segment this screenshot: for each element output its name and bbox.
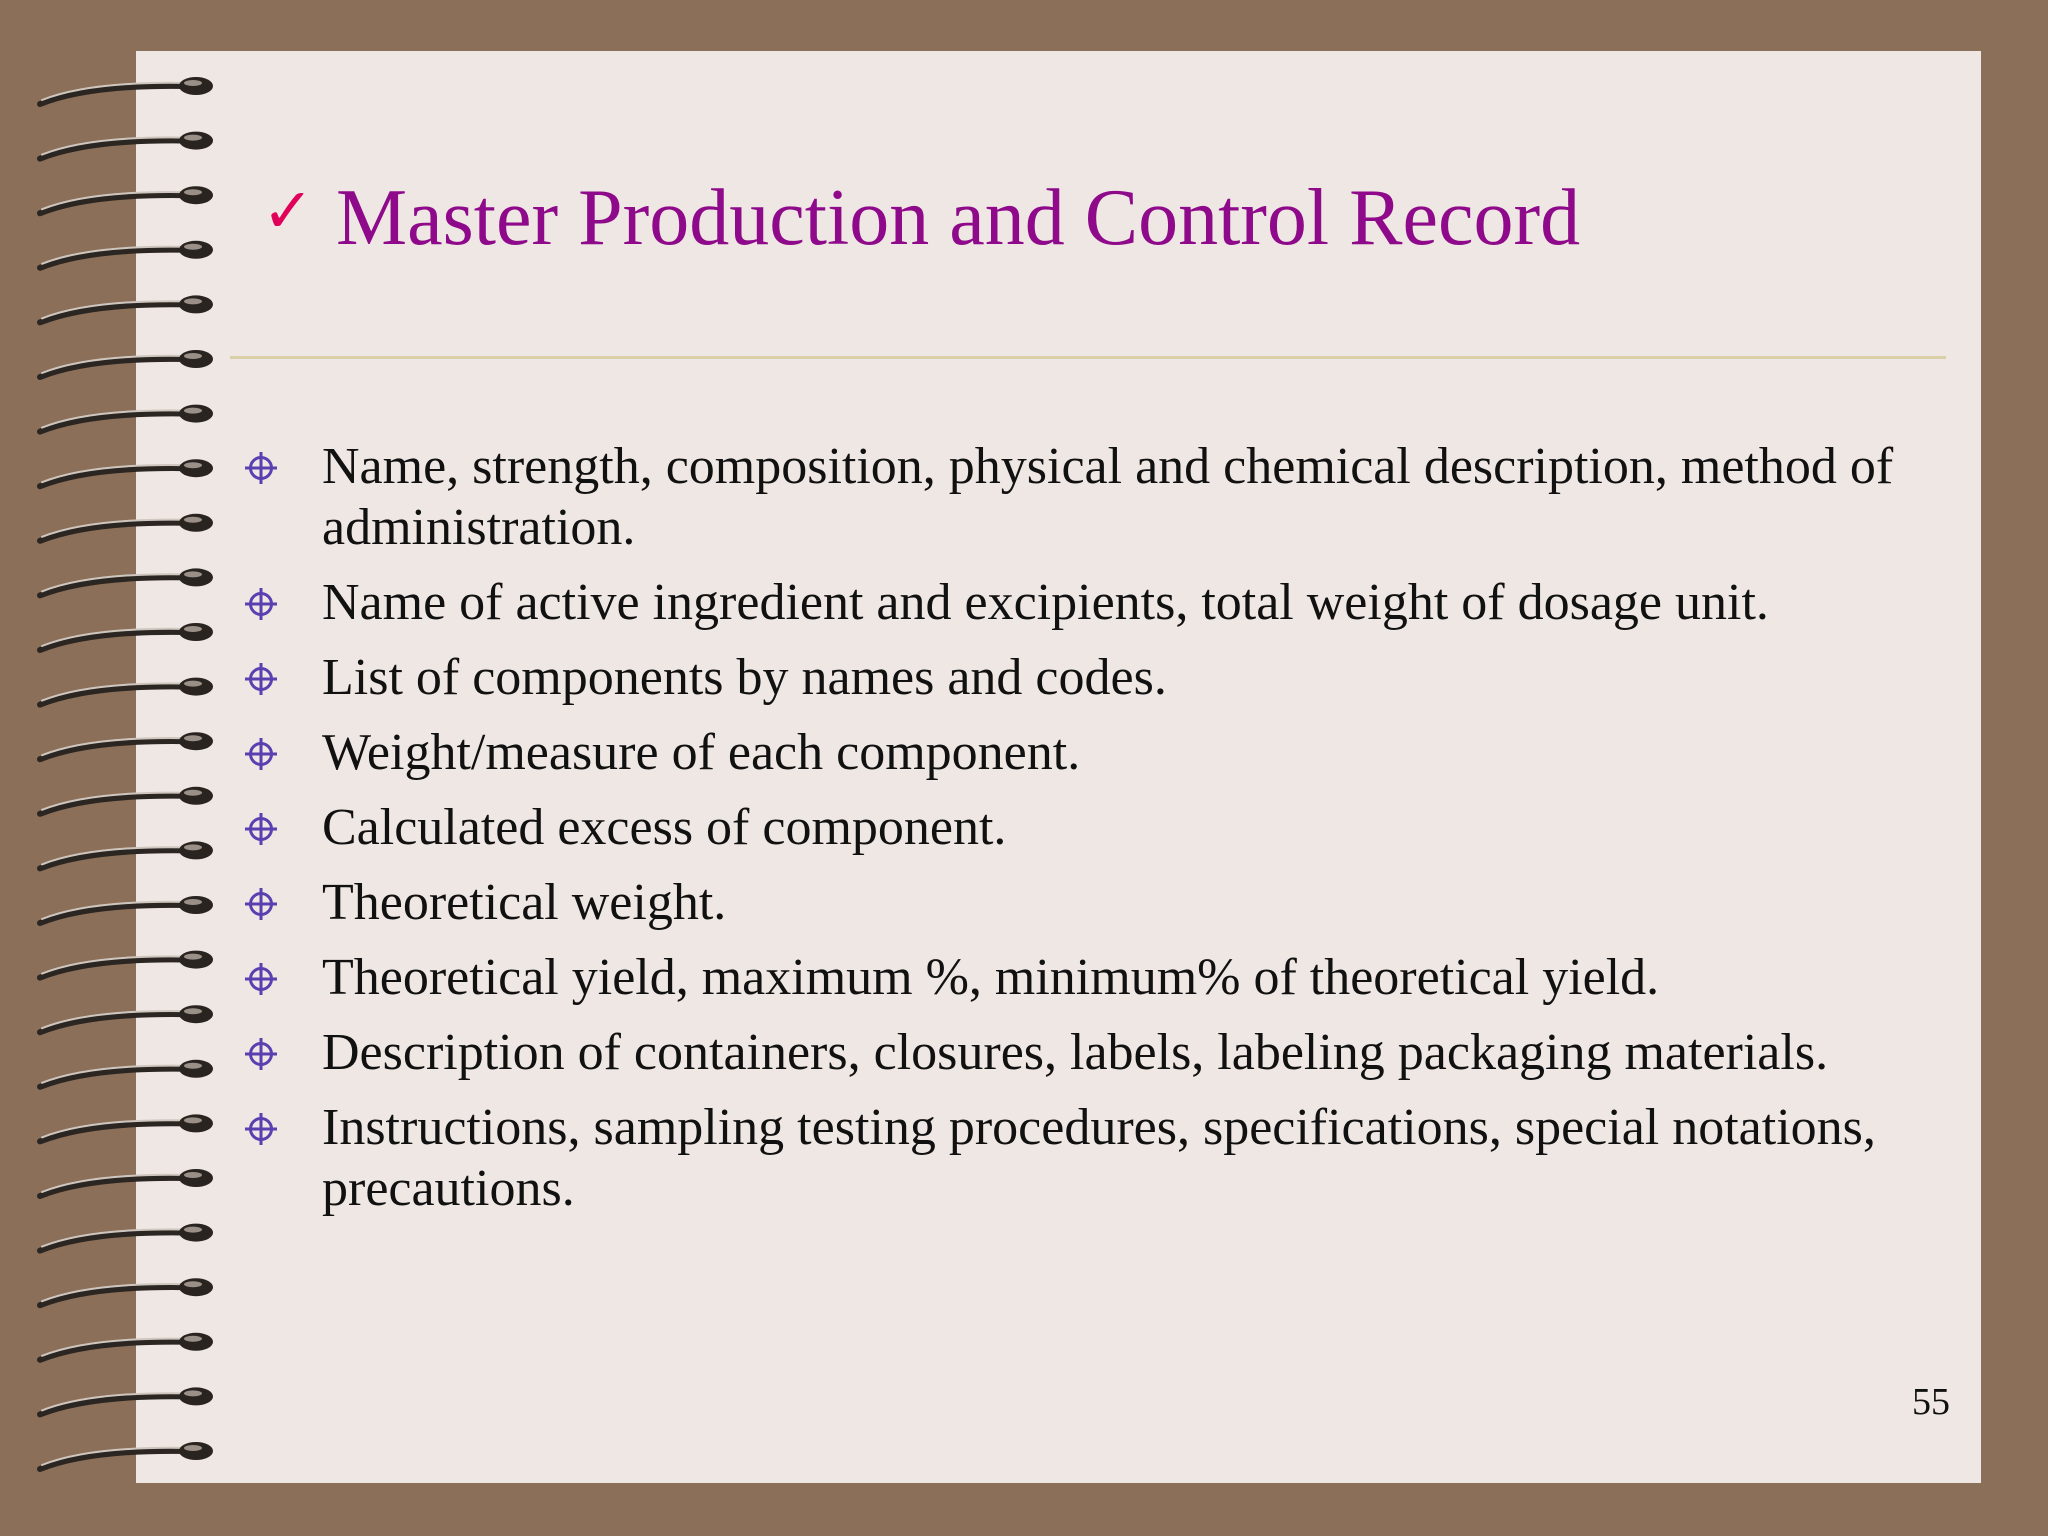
bullet-text: Name of active ingredient and excipients, total weight of dosage unit. [322,574,1769,631]
spiral-ring [40,1005,213,1032]
bullet-item [240,1097,1940,1219]
crosshair-icon [240,647,322,708]
bullet-text: Name, strength, composition, physical and chemical description, method of administration. [322,438,1894,556]
spiral-ring [40,678,213,705]
spiral-ring [40,623,213,650]
bullet-item [240,572,1940,633]
bullet-item [240,872,1940,933]
spiral-ring [40,295,213,322]
bullet-text: Instructions, sampling testing procedures, specifications, special notations, precautions. [322,1099,1876,1217]
bullet-item [240,947,1940,1008]
slide-title: Master Production and Control Record [335,174,1581,262]
spiral-ring [40,1224,213,1251]
bullet-item [240,722,1940,783]
bullet-item [240,797,1940,858]
bullet-item [240,647,1940,708]
bullet-item [240,1022,1940,1083]
spiral-ring [40,186,213,213]
bullet-text: List of components by names and codes. [322,649,1167,706]
spiral-ring [40,1114,213,1141]
spiral-ring [40,951,213,978]
bullet-list [240,436,1940,1233]
bullet-text: Theoretical yield, maximum %, minimum% of theoretical yield. [322,949,1660,1006]
bullet-text: Calculated excess of component. [322,799,1007,856]
divider-line [230,356,1946,359]
title-row [262,158,1580,278]
spiral-ring [40,1169,213,1196]
crosshair-icon [240,797,322,858]
spiral-ring [40,1278,213,1305]
checkmark-icon: ✓ [262,173,314,247]
crosshair-icon [240,872,322,933]
spiral-ring [40,896,213,923]
crosshair-icon [240,947,322,1008]
spiral-ring [40,405,213,432]
spiral-ring [40,568,213,595]
spiral-ring [40,241,213,268]
crosshair-icon [240,1022,322,1083]
spiral-ring [40,350,213,377]
spiral-ring [40,1387,213,1414]
bullet-item [240,436,1940,558]
crosshair-icon [240,436,322,497]
bullet-text: Theoretical weight. [322,874,727,931]
crosshair-icon [240,722,322,783]
crosshair-icon [240,1097,322,1158]
bullet-text: Weight/measure of each component. [322,724,1081,781]
spiral-ring [40,132,213,159]
bullet-text: Description of containers, closures, labels, labeling packaging materials. [322,1024,1829,1081]
crosshair-icon [240,572,322,633]
spiral-ring [40,1333,213,1360]
spiral-binding [30,55,240,1475]
spiral-ring [40,459,213,486]
spiral-ring [40,732,213,759]
spiral-ring [40,514,213,541]
spiral-ring [40,77,213,104]
page-number: 55 [1912,1381,1950,1423]
spiral-ring [40,787,213,814]
spiral-ring [40,1442,213,1469]
spiral-ring [40,841,213,868]
spiral-ring [40,1060,213,1087]
